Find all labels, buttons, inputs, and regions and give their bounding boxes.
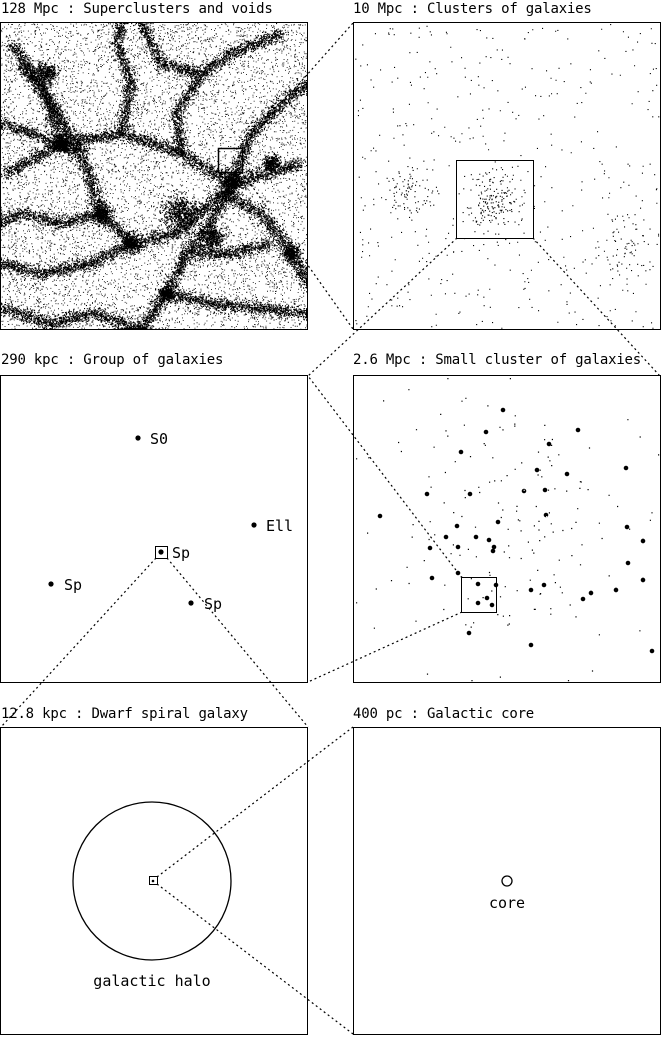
panel-small-cluster bbox=[354, 376, 661, 683]
galaxy-sp-center-dot bbox=[158, 549, 163, 554]
galaxy-sp-right-dot bbox=[188, 600, 193, 605]
supercluster-particles bbox=[1, 23, 308, 330]
panel-galactic-core bbox=[354, 728, 661, 1035]
projection-line bbox=[308, 612, 462, 682]
panel-title-galactic-core: 400 pc : Galactic core bbox=[353, 706, 535, 722]
panel-title-small-cluster: 2.6 Mpc : Small cluster of galaxies bbox=[353, 352, 642, 368]
panel-group bbox=[1, 376, 308, 683]
galaxy-sp-center-label: Sp bbox=[172, 544, 191, 562]
panel-title-group: 290 kpc : Group of galaxies bbox=[1, 352, 224, 368]
galaxy-sp-left-dot bbox=[48, 581, 53, 586]
galaxy-sp-left-label: Sp bbox=[64, 576, 83, 594]
galaxy-s0-dot bbox=[135, 435, 140, 440]
galaxy-s0-label: S0 bbox=[150, 430, 169, 448]
galactic-core-label: core bbox=[488, 894, 526, 912]
panel-title-dwarf-spiral: 12.8 kpc : Dwarf spiral galaxy bbox=[1, 706, 248, 722]
galaxy-ell-dot bbox=[251, 522, 256, 527]
projection-lines bbox=[1, 23, 660, 1034]
galaxy-center-dot bbox=[152, 880, 155, 883]
cluster-particles bbox=[355, 24, 659, 329]
galactic-halo-label: galactic halo bbox=[93, 972, 211, 990]
galaxy-sp-right-label: Sp bbox=[204, 595, 223, 613]
panel-title-superclusters: 128 Mpc : Superclusters and voids bbox=[1, 1, 273, 17]
projection-line bbox=[167, 558, 308, 727]
projection-line bbox=[157, 727, 353, 877]
projection-line bbox=[157, 884, 353, 1034]
galaxy-ell-label: Ell bbox=[266, 517, 294, 535]
small-cluster-particle-field bbox=[356, 378, 659, 681]
zoom-box-cluster bbox=[457, 161, 534, 239]
cluster-particle-field bbox=[355, 24, 659, 329]
galactic-core-circle bbox=[502, 876, 512, 886]
panel-title-clusters: 10 Mpc : Clusters of galaxies bbox=[353, 1, 592, 17]
supercluster-particle-field bbox=[1, 23, 308, 330]
small-cluster-galaxies bbox=[356, 378, 659, 681]
projection-line bbox=[308, 376, 462, 578]
